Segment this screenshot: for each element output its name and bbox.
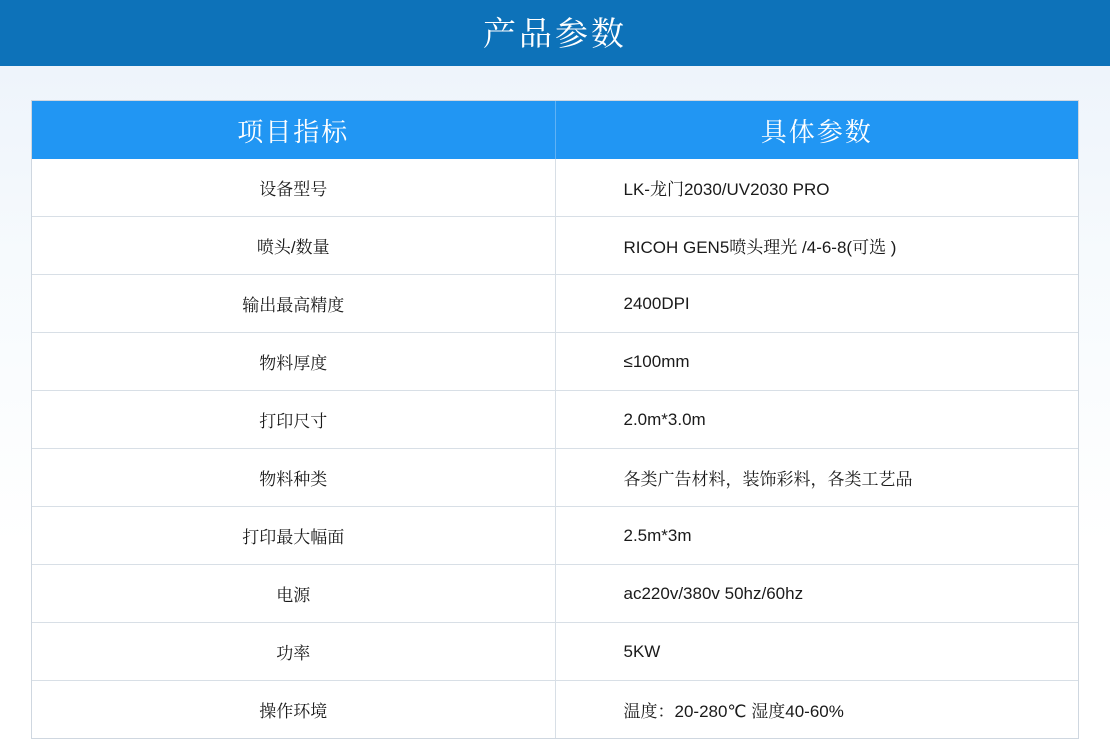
- row-label: 物料种类: [32, 449, 555, 507]
- spec-table-container: [31, 100, 1079, 739]
- row-value: 各类广告材料，装饰彩料，各类工艺品: [555, 449, 1078, 507]
- row-label: 打印最大幅面: [32, 507, 555, 565]
- column-header-parameter: 具体参数: [555, 101, 1078, 159]
- table-row: [32, 275, 1078, 333]
- row-value: RICOH GEN5喷头理光 /4-6-8(可选 ): [555, 217, 1078, 275]
- spec-table-head: [32, 101, 1078, 159]
- table-header-row: [32, 101, 1078, 159]
- row-label: 电源: [32, 565, 555, 623]
- column-header-item: 项目指标: [32, 101, 555, 159]
- page-title: 产品参数: [483, 14, 627, 52]
- row-value: 2.5m*3m: [555, 507, 1078, 565]
- table-row: [32, 391, 1078, 449]
- table-row: [32, 565, 1078, 623]
- table-row: [32, 159, 1078, 217]
- row-label: 功率: [32, 623, 555, 681]
- row-value: LK-龙门2030/UV2030 PRO: [623, 180, 830, 199]
- row-value: ac220v/380v 50hz/60hz: [555, 565, 1078, 623]
- table-row: [32, 681, 1078, 739]
- row-value: ≤100mm: [555, 333, 1078, 391]
- spec-table: [32, 101, 1078, 738]
- table-row: [32, 217, 1078, 275]
- row-label: 物料厚度: [32, 333, 555, 391]
- row-label: 操作环境: [32, 681, 555, 739]
- row-label: 喷头/数量: [32, 217, 555, 275]
- row-label: 打印尺寸: [32, 391, 555, 449]
- page-header-banner: [0, 0, 1110, 66]
- table-row: [32, 333, 1078, 391]
- row-value: 温度：20-280℃ 湿度40-60%: [555, 681, 1078, 739]
- row-label: 输出最高精度: [32, 275, 555, 333]
- table-row: [32, 449, 1078, 507]
- table-row: [32, 507, 1078, 565]
- table-row: [32, 623, 1078, 681]
- row-value: 2.0m*3.0m: [555, 391, 1078, 449]
- spec-table-body: [32, 159, 1078, 738]
- row-value: 5KW: [555, 623, 1078, 681]
- row-value: 2400DPI: [555, 275, 1078, 333]
- row-label: 设备型号: [32, 159, 555, 217]
